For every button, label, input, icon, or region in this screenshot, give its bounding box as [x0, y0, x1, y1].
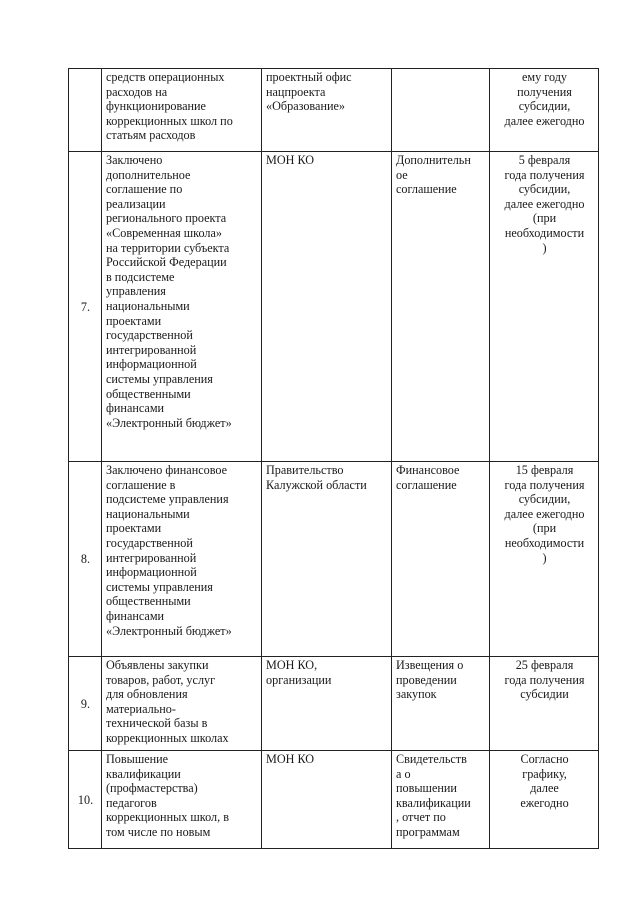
table-row [69, 462, 599, 657]
document-type-cell: Извещения о проведении закупок [392, 657, 490, 751]
responsible-cell: МОН КО [262, 152, 392, 462]
event-description-cell: средств операционных расходов на функционирование коррекционных школ по статьям расходов [102, 69, 262, 152]
responsible-cell: МОН КО [262, 751, 392, 849]
deadline-cell: 5 февраля года получения субсидии, далее ежегодно (при необходимости ) [490, 152, 599, 462]
table-row [69, 657, 599, 751]
event-description-cell: Повышение квалификации (профмастерства) педагогов коррекционных школ, в том числе по новым [102, 751, 262, 849]
table-row [69, 69, 599, 152]
document-type-cell: Дополнительн ое соглашение [392, 152, 490, 462]
deadline-cell: ему году получения субсидии, далее ежегодно [490, 69, 599, 152]
document-type-cell: Финансовое соглашение [392, 462, 490, 657]
row-number-cell: 7. [69, 152, 102, 462]
responsible-cell: проектный офис нацпроекта «Образование» [262, 69, 392, 152]
event-description-cell: Объявлены закупки товаров, работ, услуг для обновления материально- технической базы в коррекционных школах [102, 657, 262, 751]
responsible-cell: МОН КО, организации [262, 657, 392, 751]
event-description-cell: Заключено финансовое соглашение в подсистеме управления национальными проектами государственной интегрированной информационной системы управления общественными финансами «Электронный бюджет» [102, 462, 262, 657]
deadline-cell: Согласно графику, далее ежегодно [490, 751, 599, 849]
row-number-cell [69, 69, 102, 152]
row-number-cell: 10. [69, 751, 102, 849]
event-description-cell: Заключено дополнительное соглашение по реализации регионального проекта «Современная школа» на территории субъекта Российской Федерации в подсистеме управления национальными проектами государственной интегрированной информационной системы управления общественными финансами «Электронный бюджет» [102, 152, 262, 462]
deadline-cell: 25 февраля года получения субсидии [490, 657, 599, 751]
deadline-cell: 15 февраля года получения субсидии, далее ежегодно (при необходимости ) [490, 462, 599, 657]
table-row [69, 751, 599, 849]
plan-table [68, 68, 599, 849]
row-number-cell: 9. [69, 657, 102, 751]
document-type-cell [392, 69, 490, 152]
row-number-cell: 8. [69, 462, 102, 657]
table-row [69, 152, 599, 462]
responsible-cell: Правительство Калужской области [262, 462, 392, 657]
document-type-cell: Свидетельств а о повышении квалификации , отчет по программам [392, 751, 490, 849]
